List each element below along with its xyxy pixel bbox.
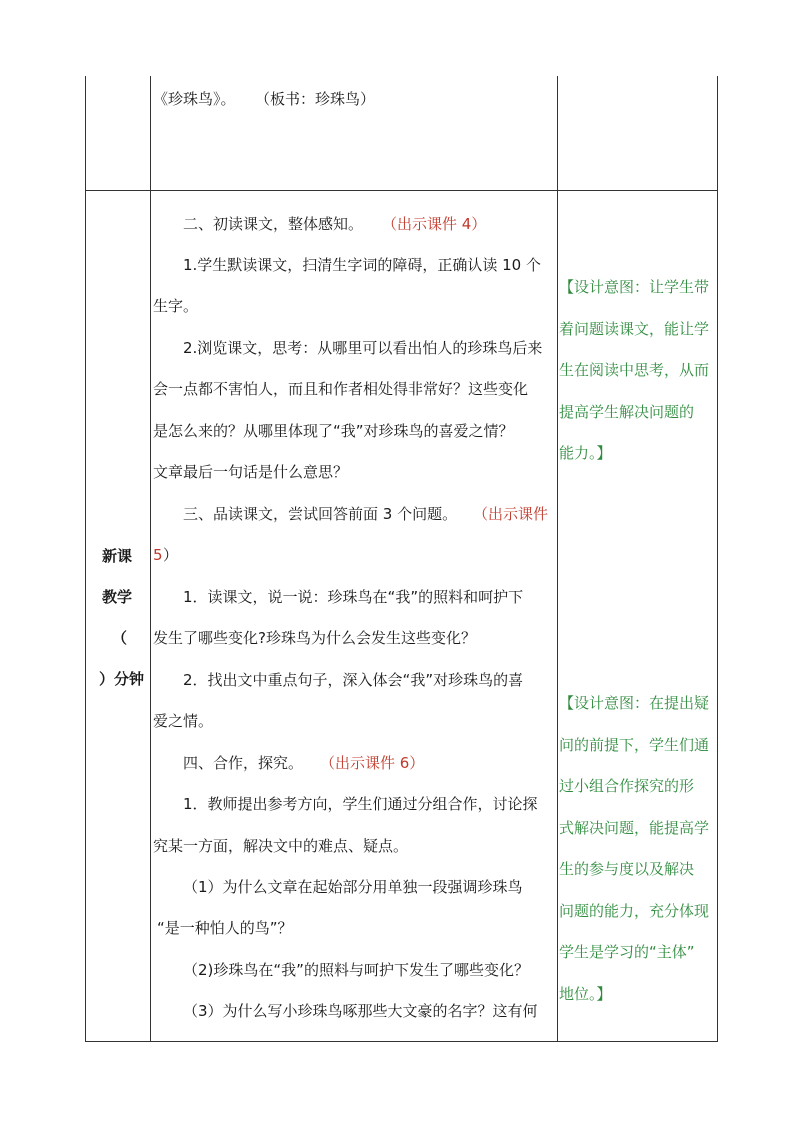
section3-reference-b: 5 [153,546,163,564]
section3-reference-c: ） [163,546,179,564]
note1-line4: 提高学生解决问题的 [559,403,695,421]
task2-line1: （1）为什么文章在起始部分用单独一段强调珍珠鸟 [183,878,523,896]
note2-line1: 【设计意图：在提出疑 [559,694,710,712]
note1-line1: 【设计意图：让学生带 [559,278,710,296]
note2-line3: 过小组合作探究的形 [559,777,695,795]
para2-line3: 是怎么来的？从哪里体现了“我”对珍珠鸟的喜爱之情？ [153,422,514,440]
note2-line7: 学生是学习的“主体” [559,943,695,961]
note2-line5: 生的参与度以及解决 [559,860,695,878]
note2-line2: 问的前提下，学生们通 [559,736,710,754]
para2-line4: 文章最后一句话是什么意思？ [153,463,349,481]
section-label-line2: 教学 [102,588,133,606]
para1-line2: 生字。 [153,297,199,315]
note1-line5: 能力。】 [559,444,612,462]
question1-line1: 1．读课文，说一说：珍珠鸟在“我”的照料和呵护下 [183,588,524,606]
section3-heading: 三、品读课文，尝试回答前面 3 个问题。 [183,505,458,523]
section-label-line3: （ [112,629,128,647]
para2-line2: 会一点都不害怕人，而且和作者相处得非常好？这些变化 [153,380,529,398]
table-border-col1 [150,76,151,1042]
table-border-col2 [557,76,558,1042]
question2-line1: 2．找出文中重点句子，深入体会“我”对珍珠鸟的喜 [183,671,524,689]
note1-line2: 着问题读课文，能让学 [559,320,710,338]
task3-line: （2)珍珠鸟在“我”的照料与呵护下发生了哪些变化？ [183,961,529,979]
note2-line6: 问题的能力，充分体现 [559,902,710,920]
task1-line2: 究某一方面，解决文中的难点、疑点。 [153,837,409,855]
section4-reference: （出示课件 6） [320,754,425,772]
note1-line3: 生在阅读中思考，从而 [559,361,710,379]
para2-line1: 2.浏览课文，思考：从哪里可以看出怕人的珍珠鸟后来 [183,339,543,357]
task1-line1: 1．教师提出参考方向，学生们通过分组合作，讨论探 [183,795,538,813]
section2-heading: 二、初读课文，整体感知。 [183,215,364,233]
section-label-line4: ）分钟 [99,670,145,688]
note2-line8: 地位。】 [559,985,612,1003]
para1-line1: 1.学生默读课文，扫清生字词的障碍，正确认读 10 个 [183,256,541,274]
table-row-divider [85,190,718,191]
section3-reference-a: （出示课件 [473,505,549,523]
table-border-bottom [85,1041,718,1042]
note2-line4: 式解决问题，能提高学 [559,819,710,837]
table-border-left [85,76,86,1042]
section2-reference: （出示课件 4） [382,215,487,233]
lesson-title-line: 《珍珠鸟》。 [153,90,236,108]
table-border-right [717,76,718,1042]
task2-line2: “是一种怕人的鸟”？ [157,919,293,937]
task4-line: （3）为什么写小珍珠鸟啄那些大文豪的名字？这有何 [183,1002,538,1020]
section-label-line1: 新课 [102,547,133,565]
question2-line2: 爱之情。 [153,712,214,730]
board-note: （板书：珍珠鸟） [255,90,376,108]
question1-line2: 发生了哪些变化?珍珠鸟为什么会发生这些变化？ [153,629,476,647]
section4-heading: 四、合作，探究。 [183,754,304,772]
